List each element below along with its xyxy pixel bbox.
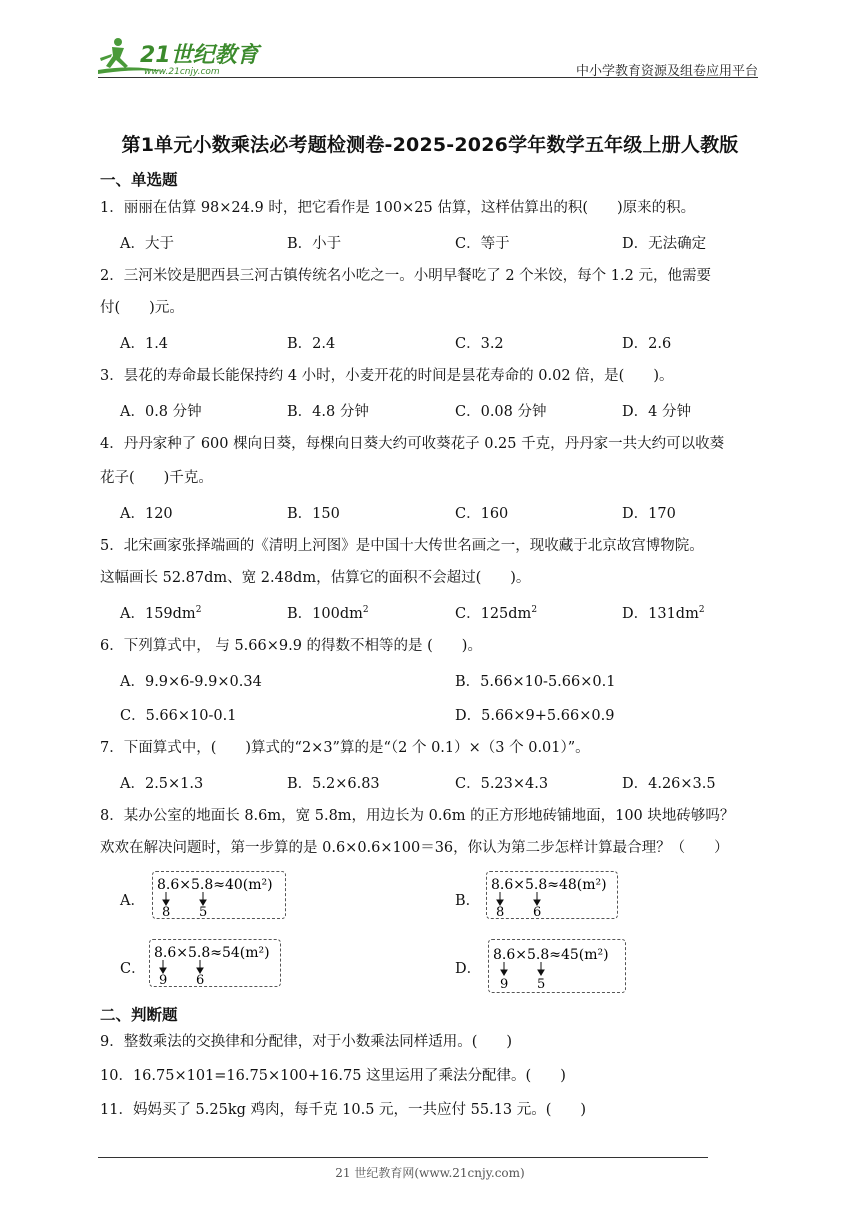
question-1: 1．丽丽在估算 98×24.9 时，把它看作是 100×25 估算，这样估算出的积( )原来的积。 [100,200,696,216]
q3-option-d[interactable]: D．4 分钟 [622,404,691,420]
question-3: 3．昙花的寿命最长能保持约 4 小时，小麦开花的时间是昙花寿命的 0.02 倍，是( )。 [100,368,674,384]
q7-option-c[interactable]: C．5.23×4.3 [455,776,549,792]
question-9: 9．整数乘法的交换律和分配律，对于小数乘法同样适用。( ) [100,1034,513,1050]
q5-option-d[interactable]: D．$131dm^2$ [622,605,705,622]
section-heading-judgment: 二、判断题 [100,1006,178,1024]
page-title: 第1单元小数乘法必考题检测卷-2025-2026学年数学五年级上册人教版 [121,134,739,156]
q8-d-digit2: 5 [537,977,546,992]
platform-name: 中小学教育资源及组卷应用平台 [575,64,758,79]
question-4-line2: 花子( )千克。 [100,470,213,486]
question-5-line2: 这幅画长 52.87dm、宽 2.48dm，估算它的面积不会超过( )。 [100,570,531,586]
q8-option-d-label[interactable]: D． [455,961,482,977]
q8-option-a-label[interactable]: A． [120,893,145,909]
q8-d-expr: 8.6×5.8≈45(m²) [493,947,609,963]
question-7: 7．下面算式中，( )算式的“2×3”算的是“（2 个 0.1）×（3 个 0.01）”。 [100,740,590,756]
logo-url: www.21cnjy.com [144,67,220,77]
q6-option-a[interactable]: A．9.9×6-9.9×0.34 [120,674,262,690]
q2-option-c[interactable]: C．3.2 [455,336,504,352]
site-logo [96,36,266,78]
question-4: 4．丹丹家种了 600 棵向日葵，每棵向日葵大约可收葵花子 0.25 千克，丹丹家一共大约可以收葵 [100,436,725,452]
q8-c-digit2: 6 [196,973,205,986]
q8-option-a-box[interactable] [152,871,286,919]
q7-option-b[interactable]: B．5.2×6.83 [287,776,380,792]
q8-option-c-box[interactable] [149,939,281,987]
q5-option-b[interactable]: B．$100dm^2$ [287,605,369,622]
q6-option-c[interactable]: C．5.66×10-0.1 [120,708,237,724]
q7-option-a[interactable]: A．2.5×1.3 [120,776,204,792]
q6-option-b[interactable]: B．5.66×10-5.66×0.1 [455,674,616,690]
question-8-line2: 欢欢在解决问题时，第一步算的是 0.6×0.6×100＝36，你认为第二步怎样计算最合理？（ ） [100,840,729,856]
q8-a-digit2: 5 [199,905,208,918]
q2-option-a[interactable]: A．1.4 [120,336,169,352]
q8-c-expr: 8.6×5.8≈54(m²) [154,945,270,961]
q8-a-digit1: 8 [162,905,171,918]
q8-a-expr: 8.6×5.8≈40(m²) [157,877,273,893]
q1-option-b[interactable]: B．小于 [287,236,342,252]
q3-option-b[interactable]: B．4.8 分钟 [287,404,369,420]
question-8: 8．某办公室的地面长 8.6m，宽 5.8m，用边长为 0.6m 的正方形地砖铺地面，100 块地砖够吗？ [100,808,735,824]
footer-divider [98,1157,708,1158]
q1-option-c[interactable]: C．等于 [455,236,510,252]
q8-option-b-box[interactable] [486,871,618,919]
q8-b-digit2: 6 [533,905,542,918]
question-10: 10．16.75×101=16.75×100+16.75 这里运用了乘法分配律。( ) [100,1068,566,1084]
logo-text: 21世纪教育 [140,43,259,68]
section-heading-choice: 一、单选题 [100,171,178,189]
question-6: 6．下列算式中， 与 5.66×9.9 的得数不相等的是 ( )。 [100,638,482,654]
q1-option-d[interactable]: D．无法确定 [622,236,707,252]
footer-text[interactable]: 21 世纪教育网(www.21cnjy.com) [335,1166,525,1180]
q5-option-a[interactable]: A．$159dm^2$ [120,605,202,622]
q5-option-c[interactable]: C．$125dm^2$ [455,605,538,622]
q1-option-a[interactable]: A．大于 [120,236,174,252]
q7-option-d[interactable]: D．4.26×3.5 [622,776,716,792]
q4-option-b[interactable]: B．150 [287,506,340,522]
q8-option-c-label[interactable]: C． [120,961,146,977]
q6-option-d[interactable]: D．5.66×9+5.66×0.9 [455,708,615,724]
question-11: 11．妈妈买了 5.25kg 鸡肉，每千克 10.5 元，一共应付 55.13 元。( ) [100,1102,587,1118]
q3-option-c[interactable]: C．0.08 分钟 [455,404,547,420]
q8-c-digit1: 9 [159,973,168,986]
q8-d-digit1: 9 [500,977,509,992]
q8-option-d-box[interactable] [488,939,626,993]
q8-b-digit1: 8 [496,905,505,918]
q4-option-a[interactable]: A．120 [120,506,173,522]
question-2: 2．三河米饺是肥西县三河古镇传统名小吃之一。小明早餐吃了 2 个米饺，每个 1.2 元，他需要 [100,268,711,284]
q2-option-b[interactable]: B．2.4 [287,336,336,352]
q2-option-d[interactable]: D．2.6 [622,336,672,352]
header-divider [98,77,758,78]
question-5: 5．北宋画家张择端画的《清明上河图》是中国十大传世名画之一，现收藏于北京故宫博物院。 [100,538,704,554]
q8-b-expr: 8.6×5.8≈48(m²) [491,877,607,893]
q8-option-b-label[interactable]: B． [455,893,481,909]
question-2-line2: 付( )元。 [100,300,184,316]
q3-option-a[interactable]: A．0.8 分钟 [120,404,202,420]
q4-option-c[interactable]: C．160 [455,506,509,522]
q4-option-d[interactable]: D．170 [622,506,676,522]
